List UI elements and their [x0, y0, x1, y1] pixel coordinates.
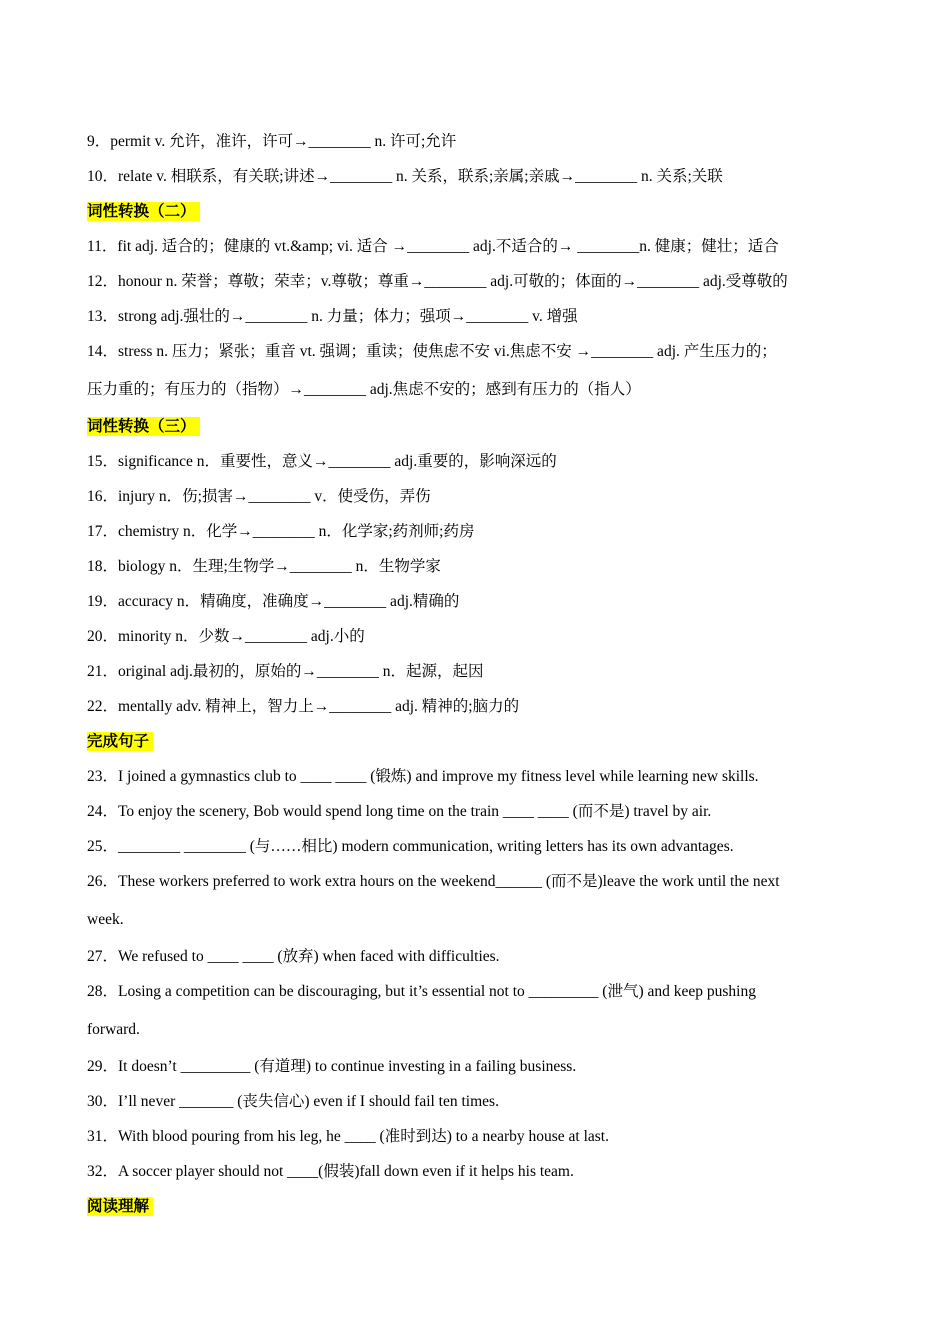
exercise-line: 19．accuracy n．精确度，准确度→________ adj.精确的 [87, 593, 460, 610]
exercise-line: 22．mentally adv. 精神上，智力上→________ adj. 精神的;脑力的 [87, 698, 520, 715]
exercise-line: 25．________ ________ (与……相比) modern communication, writing letters has its own advantages. [87, 838, 734, 855]
exercise-line: 30．I’ll never _______ (丧失信心) even if I should fail ten times. [87, 1093, 499, 1110]
exercise-line: 26．These workers preferred to work extra hours on the weekend______ (而不是)leave the work until the next [87, 873, 780, 890]
section-heading-label: 完成句子 [87, 732, 153, 751]
exercise-line: 10．relate v. 相联系，有关联;讲述→________ n. 关系，联系;亲属;亲戚→________ n. 关系;关联 [87, 168, 723, 185]
exercise-line: 31．With blood pouring from his leg, he ____ (准时到达) to a nearby house at last. [87, 1128, 609, 1145]
exercise-line: 13．strong adj.强壮的→________ n. 力量；体力；强项→________ v. 增强 [87, 308, 578, 325]
exercise-line: 24．To enjoy the scenery, Bob would spend long time on the train ____ ____ (而不是) travel by air. [87, 803, 712, 820]
exercise-line: 11．fit adj. 适合的；健康的 vt.&amp; vi. 适合 →________ adj.不适合的→ ________n. 健康；健壮；适合 [87, 238, 779, 255]
exercise-line: 12．honour n. 荣誉；尊敬；荣幸；v.尊敬；尊重→________ adj.可敬的；体面的→________ adj.受尊敬的 [87, 273, 788, 290]
exercise-line: 29．It doesn’t _________ (有道理) to continue investing in a failing business. [87, 1058, 577, 1075]
exercise-line: 23．I joined a gymnastics club to ____ ____ (锻炼) and improve my fitness level while learning new skills. [87, 768, 759, 785]
exercise-line: 9．permit v. 允许，准许，许可→________ n. 许可;允许 [87, 133, 457, 150]
exercise-line: 32．A soccer player should not ____(假装)fall down even if it helps his team. [87, 1163, 574, 1180]
worksheet-page [87, 124, 867, 1224]
exercise-line: 28．Losing a competition can be discouraging, but it’s essential not to _________ (泄气) and keep pushing [87, 983, 756, 1000]
exercise-line: 15．significance n．重要性，意义→________ adj.重要的，影响深远的 [87, 453, 557, 470]
section-heading [87, 409, 867, 444]
section-heading-label: 词性转换（三） [87, 417, 200, 436]
exercise-line: 14．stress n. 压力；紧张；重音 vt. 强调；重读；使焦虑不安 vi.焦虑不安 →________ adj. 产生压力的； [87, 343, 777, 360]
exercise-line: 16．injury n．伤;损害→________ v．使受伤，弄伤 [87, 488, 431, 505]
exercise-line-continuation: 压力重的；有压力的（指物）→________ adj.焦虑不安的；感到有压力的（指人） [87, 381, 641, 398]
exercise-line-continuation: forward. [87, 1021, 140, 1038]
exercise-line-continuation: week. [87, 911, 124, 928]
section-heading [87, 194, 867, 229]
section-heading [87, 1189, 867, 1224]
exercise-line: 27．We refused to ____ ____ (放弃) when faced with difficulties. [87, 948, 500, 965]
section-heading [87, 724, 867, 759]
exercise-line: 21．original adj.最初的，原始的→________ n．起源，起因 [87, 663, 484, 680]
exercise-line: 18．biology n．生理;生物学→________ n．生物学家 [87, 558, 441, 575]
section-heading-label: 词性转换（二） [87, 202, 200, 221]
exercise-line: 20．minority n．少数→________ adj.小的 [87, 628, 365, 645]
exercise-line: 17．chemistry n．化学→________ n．化学家;药剂师;药房 [87, 523, 475, 540]
section-heading-label: 阅读理解 [87, 1197, 153, 1216]
